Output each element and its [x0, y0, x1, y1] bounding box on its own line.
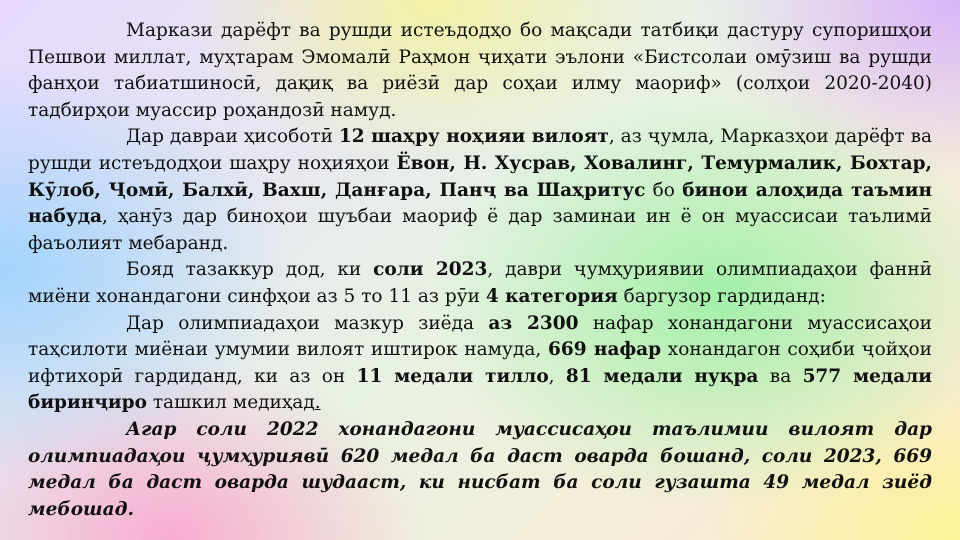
text-run: бинои алоҳида таъмин набуда	[28, 179, 932, 228]
text-run: нафар хонандагони муассисаҳои таҳсилоти миёнаи умумии вилоят иштирок намуда,	[28, 312, 932, 361]
paragraph-1	[28, 18, 932, 124]
text-run: Ёвон, Н. Хусрав, Ховалинг, Темурмалик, Бохтар, Кӯлоб, Ҷомӣ, Балхӣ, Вахш, Данғара, Панҷ ва Шаҳритус	[28, 152, 932, 201]
text-run: 577 медали биринҷиро	[28, 365, 932, 414]
text-run: 81 медали нуқра	[565, 365, 759, 387]
text-run: , ҳанӯз дар биноҳои шуъбаи маориф ё дар заминаи ин ё он муассисаи таълимӣ фаъолият мебаранд.	[28, 206, 932, 254]
text-run: Дар давраи ҳисоботӣ	[126, 126, 339, 148]
text-run: 12 шаҳру ноҳияи вилоят	[338, 126, 609, 148]
text-run: .	[314, 392, 321, 414]
text-run: Бояд тазаккур дод, ки	[126, 259, 374, 281]
text-run: бо	[645, 179, 683, 201]
paragraph-5	[28, 417, 932, 523]
text-run: 11 медали тилло	[356, 365, 549, 387]
text-run: аз 2300	[488, 312, 579, 334]
paragraph-4	[28, 311, 932, 417]
text-run: , аз ҷумла, Марказҳои дарёфт ва рушди истеъдодҳои шаҳру ноҳияҳои	[28, 126, 933, 174]
text-run: Маркази дарёфт ва рушди истеъдодҳо бо мақсади татбиқи дастуру супоришҳои Пешвои миллат, муҳтарам Эмомалӣ Раҳмон ҷиҳати эълони «Бистсолаи омӯзиш ва рушди фанҳои табиатшиносӣ, дақиқ ва риёзӣ дар соҳаи илму маориф» (солҳои 2020-2040) тадбирҳои муассир роҳандозӣ намуд.	[28, 20, 932, 121]
text-run: 669 нафар	[548, 339, 662, 361]
text-run: хонандагон соҳиби ҷойҳои ифтихорӣ гардиданд, ки аз он	[28, 339, 932, 387]
text-run: 4 категория	[485, 285, 618, 307]
paragraph-2	[28, 124, 932, 257]
slide-text-body	[28, 18, 932, 523]
text-run: Агар соли 2022 хонандагони муассисаҳои таълимии вилоят дар олимпиадаҳои ҷумҳуриявӣ 620 медал ба даст оварда бошанд, соли 2023, 669 медал ба даст оварда шудааст, ки нисбат ба соли гузашта 49 медал зиёд мебошад.	[28, 418, 932, 520]
text-run: ,	[548, 365, 566, 387]
text-run: ва	[758, 365, 803, 387]
text-run: соли 2023	[373, 259, 488, 281]
text-run: ташкил медиҳад	[146, 392, 315, 414]
text-run: баргузор гардиданд:	[617, 285, 826, 307]
text-run: Дар олимпиадаҳои мазкур зиёда	[126, 312, 489, 334]
paragraph-3	[28, 257, 932, 310]
text-run: , даври ҷумҳуриявии олимпиадаҳои фаннӣ миёни хонандагони синфҳои аз 5 то 11 аз рӯи	[28, 259, 933, 307]
